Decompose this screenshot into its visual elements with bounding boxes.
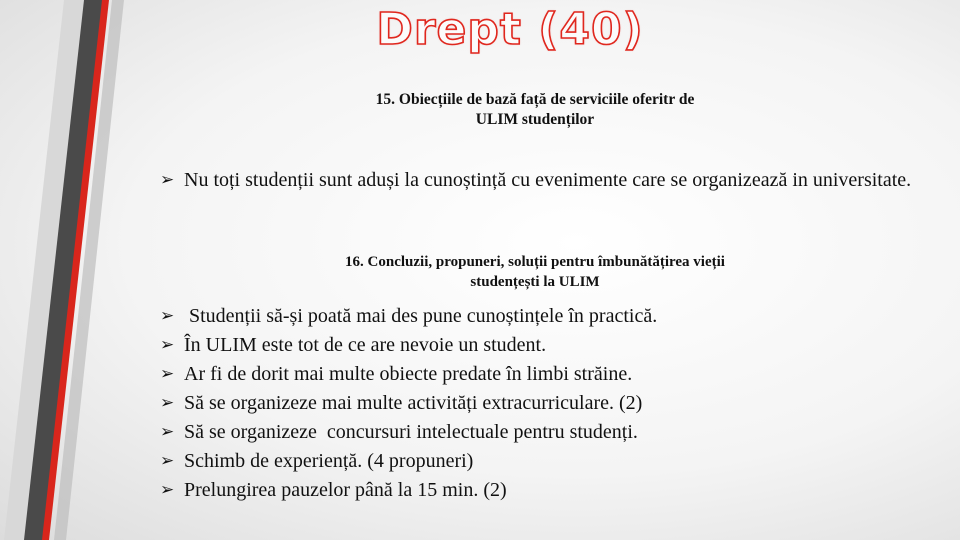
slide-title: Drept (40) [376,4,644,55]
bullet-text: Schimb de experiență. (4 propuneri) [184,450,474,472]
list-item [160,418,860,447]
arrow-bullet-icon: ➢ [160,480,175,500]
list-item [160,476,860,505]
arrow-bullet-icon: ➢ [160,335,175,355]
bullet-text: În ULIM este tot de ce are nevoie un student. [184,334,547,356]
bullet-text: Ar fi de dorit mai multe obiecte predate în limbi străine. [184,363,633,385]
arrow-bullet-icon: ➢ [160,364,175,384]
section-15-heading-line2: ULIM studenților [475,111,595,128]
bullet-text: Să se organizeze mai multe activități extracurriculare. (2) [184,392,643,414]
section-16-bullets [160,302,860,505]
list-item [160,389,860,418]
bullet-text: Studenții să-și poată mai des pune cunoștințele în practică. [184,305,658,327]
list-item [160,447,860,476]
arrow-bullet-icon: ➢ [160,422,175,442]
bullet-text: Nu toți studenții sunt aduși la cunoștință cu evenimente care se organizează in universitate. [184,169,912,191]
section-16-heading [0,252,960,292]
bullet-text: Să se organizeze concursuri intelectuale pentru studenți. [184,421,638,443]
section-15-bullets [160,166,920,195]
arrow-bullet-icon: ➢ [160,170,175,190]
list-item [160,331,860,360]
section-16-heading-line1: 16. Concluzii, propuneri, soluții pentru îmbunătățirea vieții [345,254,725,270]
list-item [160,302,860,331]
list-item [160,166,920,195]
list-item [160,360,860,389]
section-15-heading [0,90,960,130]
section-15-heading-line1: 15. Obiecțiile de bază față de serviciile oferitr de [375,91,695,108]
section-16-heading-line2: studențești la ULIM [470,274,600,290]
bullet-text: Prelungirea pauzelor până la 15 min. (2) [184,479,507,501]
arrow-bullet-icon: ➢ [160,451,175,471]
arrow-bullet-icon: ➢ [160,306,175,326]
arrow-bullet-icon: ➢ [160,393,175,413]
